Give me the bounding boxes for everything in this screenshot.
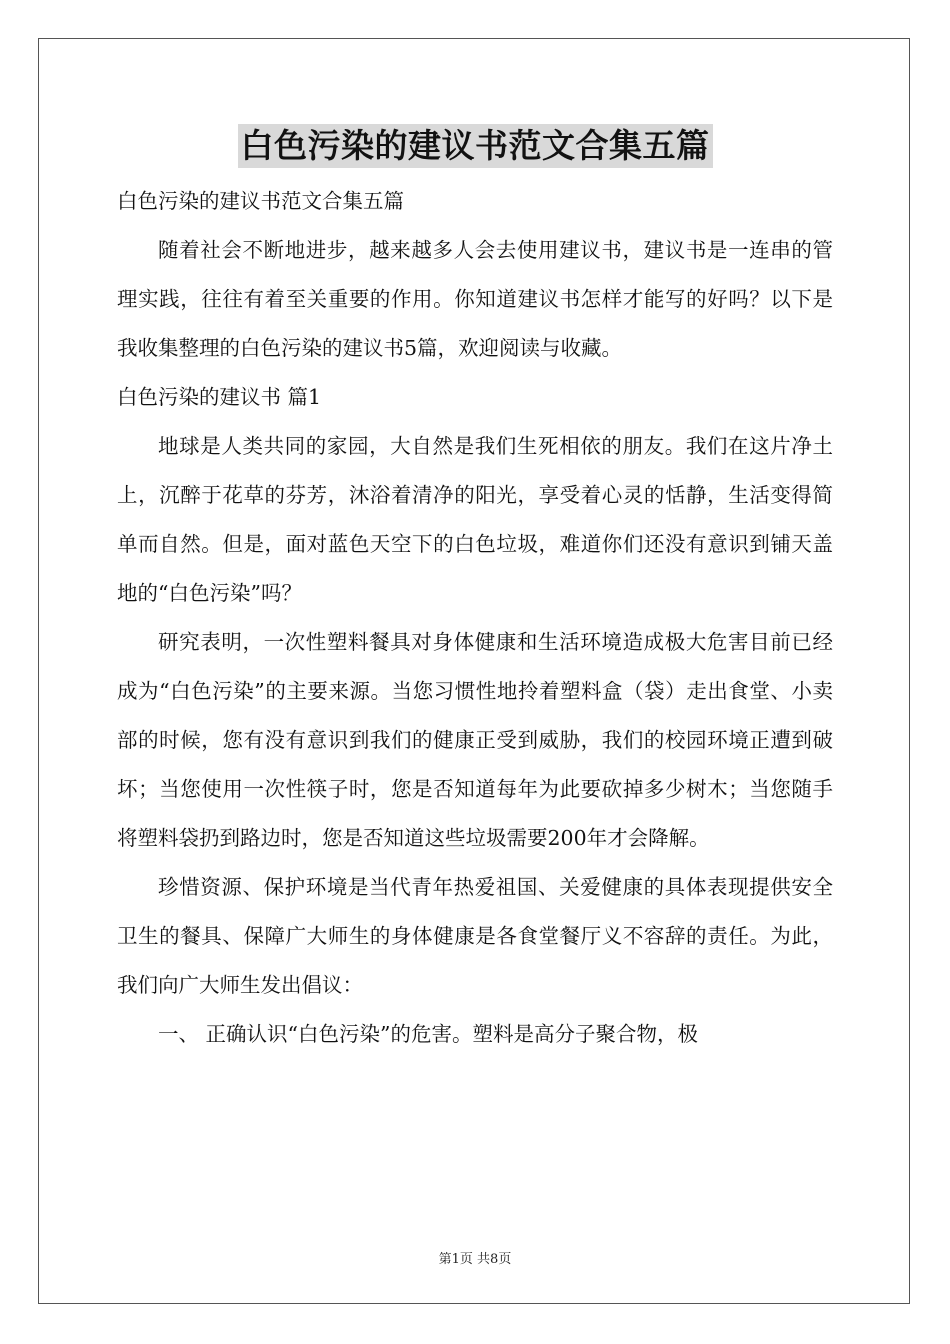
page-footer: 第1页 共8页 bbox=[438, 1252, 512, 1267]
document-title: 白色污染的建议书范文合集五篇 bbox=[238, 124, 713, 168]
body-paragraph-2: 研究表明，一次性塑料餐具对身体健康和生活环境造成极大危害目前已经成为“白色污染”的主要来源。当您习惯性地拎着塑料盒（袋）走出食堂、小卖部的时候，您有没有意识到我们的健康正受到威胁，我们的校园环境正遭到破坏；当您使用一次性筷子时，您是否知道每年为此要砍掉多少树木；当您随手将塑料袋扔到路边时，您是否知道这些垃圾需要200年才会降解。 bbox=[117, 630, 833, 850]
body-paragraph-4: 一、 正确认识“白色污染”的危害。塑料是高分子聚合物，极 bbox=[158, 1022, 698, 1046]
body-paragraph-3: 珍惜资源、保护环境是当代青年热爱祖国、关爱健康的具体表现提供安全卫生的餐具、保障广大师生的身体健康是各食堂餐厅义不容辞的责任。为此，我们向广大师生发出倡议： bbox=[117, 875, 833, 997]
section-heading: 白色污染的建议书 篇1 bbox=[117, 385, 322, 409]
title-wrap bbox=[0, 124, 950, 168]
document-subtitle: 白色污染的建议书范文合集五篇 bbox=[117, 189, 404, 213]
body-paragraph-1: 地球是人类共同的家园，大自然是我们生死相依的朋友。我们在这片净土上，沉醉于花草的芬芳，沐浴着清净的阳光，享受着心灵的恬静，生活变得简单而自然。但是，面对蓝色天空下的白色垃圾，难道你们还没有意识到铺天盖地的“白色污染”吗？ bbox=[117, 434, 833, 605]
document-body bbox=[117, 177, 833, 1059]
intro-paragraph: 随着社会不断地进步，越来越多人会去使用建议书，建议书是一连串的管理实践，往往有着至关重要的作用。你知道建议书怎样才能写的好吗？以下是我收集整理的白色污染的建议书5篇，欢迎阅读与收藏。 bbox=[117, 238, 833, 360]
